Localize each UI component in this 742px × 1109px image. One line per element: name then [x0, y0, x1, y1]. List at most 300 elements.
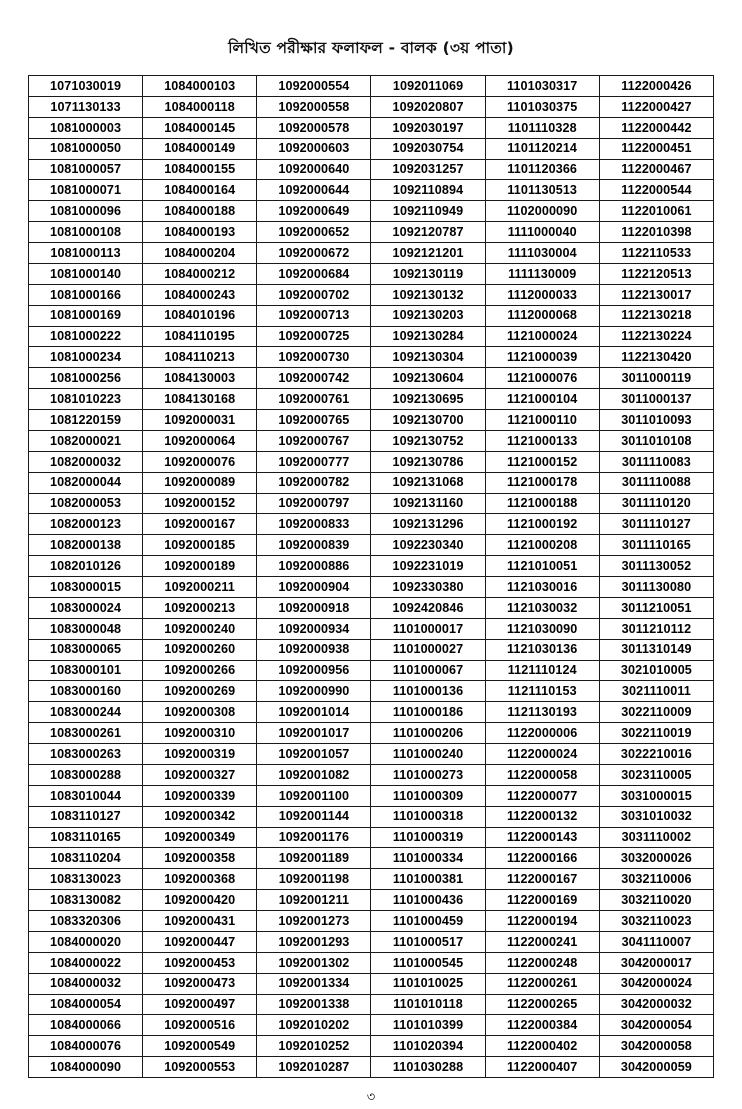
table-row [29, 848, 714, 869]
roll-number-cell: 3042000054 [599, 1015, 713, 1036]
roll-number-cell: 1092000089 [143, 472, 257, 493]
roll-number-cell: 1092000031 [143, 410, 257, 431]
roll-number-cell: 1101000273 [371, 764, 485, 785]
table-row [29, 723, 714, 744]
roll-number-cell: 1092000640 [257, 159, 371, 180]
table-row [29, 347, 714, 368]
roll-number-cell: 1084000076 [29, 1036, 143, 1057]
roll-number-cell: 3011010108 [599, 430, 713, 451]
results-table [28, 75, 714, 1078]
roll-number-cell: 1082000044 [29, 472, 143, 493]
table-row [29, 243, 714, 264]
roll-number-cell: 1122000024 [485, 744, 599, 765]
roll-number-cell: 1092000603 [257, 138, 371, 159]
roll-number-cell: 1084130003 [143, 368, 257, 389]
roll-number-cell: 1122000426 [599, 76, 713, 97]
roll-number-cell: 1122000451 [599, 138, 713, 159]
roll-number-cell: 3032110023 [599, 911, 713, 932]
roll-number-cell: 1084110213 [143, 347, 257, 368]
roll-number-cell: 1071130133 [29, 96, 143, 117]
table-row [29, 764, 714, 785]
roll-number-cell: 1092000672 [257, 243, 371, 264]
roll-number-cell: 1092000956 [257, 660, 371, 681]
table-row [29, 76, 714, 97]
roll-number-cell: 1084000188 [143, 201, 257, 222]
roll-number-cell: 1083000015 [29, 577, 143, 598]
roll-number-cell: 1084000118 [143, 96, 257, 117]
roll-number-cell: 1083130082 [29, 890, 143, 911]
roll-number-cell: 1092231019 [371, 556, 485, 577]
roll-number-cell: 1101120214 [485, 138, 599, 159]
roll-number-cell: 1092130786 [371, 451, 485, 472]
roll-number-cell: 1084000204 [143, 243, 257, 264]
roll-number-cell: 1092000319 [143, 744, 257, 765]
roll-number-cell: 1092000833 [257, 514, 371, 535]
roll-number-cell: 1092000767 [257, 430, 371, 451]
roll-number-cell: 1082000138 [29, 535, 143, 556]
roll-number-cell: 1092131068 [371, 472, 485, 493]
roll-number-cell: 1092000918 [257, 597, 371, 618]
roll-number-cell: 1122000006 [485, 723, 599, 744]
roll-number-cell: 1084000149 [143, 138, 257, 159]
roll-number-cell: 1092011069 [371, 76, 485, 97]
roll-number-cell: 1092000327 [143, 764, 257, 785]
roll-number-cell: 3011210112 [599, 618, 713, 639]
roll-number-cell: 1092130604 [371, 368, 485, 389]
roll-number-cell: 1101000545 [371, 952, 485, 973]
roll-number-cell: 1092000076 [143, 451, 257, 472]
roll-number-cell: 1101110328 [485, 117, 599, 138]
roll-number-cell: 1101120366 [485, 159, 599, 180]
roll-number-cell: 1092000934 [257, 618, 371, 639]
roll-number-cell: 1092000904 [257, 577, 371, 598]
roll-number-cell: 1081000057 [29, 159, 143, 180]
roll-number-cell: 1092001198 [257, 869, 371, 890]
roll-number-cell: 3031110002 [599, 827, 713, 848]
roll-number-cell: 1084000032 [29, 973, 143, 994]
roll-number-cell: 1084000103 [143, 76, 257, 97]
roll-number-cell: 3021110011 [599, 681, 713, 702]
roll-number-cell: 1101000067 [371, 660, 485, 681]
roll-number-cell: 1122000442 [599, 117, 713, 138]
roll-number-cell: 1092001014 [257, 702, 371, 723]
roll-number-cell: 1084000054 [29, 994, 143, 1015]
table-row [29, 201, 714, 222]
roll-number-cell: 1101010118 [371, 994, 485, 1015]
roll-number-cell: 1092000431 [143, 911, 257, 932]
roll-number-cell: 1083000288 [29, 764, 143, 785]
roll-number-cell: 1082000021 [29, 430, 143, 451]
roll-number-cell: 1092000368 [143, 869, 257, 890]
roll-number-cell: 1092001176 [257, 827, 371, 848]
roll-number-cell: 1122000077 [485, 785, 599, 806]
roll-number-cell: 1122000132 [485, 806, 599, 827]
roll-number-cell: 3011310149 [599, 639, 713, 660]
table-row [29, 180, 714, 201]
roll-number-cell: 1092121201 [371, 243, 485, 264]
roll-number-cell: 1084000066 [29, 1015, 143, 1036]
roll-number-cell: 1092000516 [143, 1015, 257, 1036]
roll-number-cell: 1092001100 [257, 785, 371, 806]
roll-number-cell: 1083010044 [29, 785, 143, 806]
roll-number-cell: 1092130132 [371, 284, 485, 305]
roll-number-cell: 3031010032 [599, 806, 713, 827]
roll-number-cell: 1122000467 [599, 159, 713, 180]
table-row [29, 911, 714, 932]
roll-number-cell: 1101000240 [371, 744, 485, 765]
roll-number-cell: 1081000234 [29, 347, 143, 368]
roll-number-cell: 1092130700 [371, 410, 485, 431]
roll-number-cell: 3031000015 [599, 785, 713, 806]
table-row [29, 660, 714, 681]
roll-number-cell: 1121000076 [485, 368, 599, 389]
roll-number-cell: 1101000436 [371, 890, 485, 911]
table-row [29, 326, 714, 347]
roll-number-cell: 1101000459 [371, 911, 485, 932]
roll-number-cell: 1092000310 [143, 723, 257, 744]
table-row [29, 284, 714, 305]
table-row [29, 785, 714, 806]
table-row [29, 639, 714, 660]
roll-number-cell: 1121110153 [485, 681, 599, 702]
roll-number-cell: 1112000033 [485, 284, 599, 305]
roll-number-cell: 3042000024 [599, 973, 713, 994]
roll-number-cell: 1092000777 [257, 451, 371, 472]
roll-number-cell: 1101000309 [371, 785, 485, 806]
roll-number-cell: 1081000166 [29, 284, 143, 305]
table-row [29, 159, 714, 180]
roll-number-cell: 1122000248 [485, 952, 599, 973]
roll-number-cell: 1122000384 [485, 1015, 599, 1036]
roll-number-cell: 1092000339 [143, 785, 257, 806]
roll-number-cell: 1082000032 [29, 451, 143, 472]
roll-number-cell: 1092001211 [257, 890, 371, 911]
roll-number-cell: 1084000020 [29, 931, 143, 952]
table-row [29, 138, 714, 159]
roll-number-cell: 1083000160 [29, 681, 143, 702]
roll-number-cell: 1092001273 [257, 911, 371, 932]
roll-number-cell: 1092420846 [371, 597, 485, 618]
roll-number-cell: 1092000558 [257, 96, 371, 117]
roll-number-cell: 1082000123 [29, 514, 143, 535]
roll-number-cell: 1084110195 [143, 326, 257, 347]
roll-number-cell: 1081000113 [29, 243, 143, 264]
roll-number-cell: 3011110120 [599, 493, 713, 514]
roll-number-cell: 1101000319 [371, 827, 485, 848]
roll-number-cell: 1112000068 [485, 305, 599, 326]
roll-number-cell: 1092330380 [371, 577, 485, 598]
roll-number-cell: 1092000269 [143, 681, 257, 702]
roll-number-cell: 1083000244 [29, 702, 143, 723]
roll-number-cell: 1122000194 [485, 911, 599, 932]
roll-number-cell: 1092000211 [143, 577, 257, 598]
roll-number-cell: 1092010202 [257, 1015, 371, 1036]
roll-number-cell: 1083110165 [29, 827, 143, 848]
roll-number-cell: 1092110894 [371, 180, 485, 201]
roll-number-cell: 1083130023 [29, 869, 143, 890]
roll-number-cell: 3011000119 [599, 368, 713, 389]
table-row [29, 368, 714, 389]
roll-number-cell: 1092000644 [257, 180, 371, 201]
roll-number-cell: 1082010126 [29, 556, 143, 577]
roll-number-cell: 1122000261 [485, 973, 599, 994]
roll-number-cell: 1092000652 [257, 222, 371, 243]
roll-number-cell: 1083000024 [29, 597, 143, 618]
results-table-body [29, 76, 714, 1078]
roll-number-cell: 1081000108 [29, 222, 143, 243]
roll-number-cell: 1111000040 [485, 222, 599, 243]
table-row [29, 597, 714, 618]
table-row [29, 535, 714, 556]
roll-number-cell: 1084000212 [143, 263, 257, 284]
roll-number-cell: 1121000110 [485, 410, 599, 431]
table-row [29, 410, 714, 431]
roll-number-cell: 1092130752 [371, 430, 485, 451]
table-row [29, 681, 714, 702]
roll-number-cell: 1092000213 [143, 597, 257, 618]
roll-number-cell: 1092001334 [257, 973, 371, 994]
table-row [29, 618, 714, 639]
roll-number-cell: 1092000702 [257, 284, 371, 305]
roll-number-cell: 1092000938 [257, 639, 371, 660]
roll-number-cell: 1121030136 [485, 639, 599, 660]
roll-number-cell: 1092000358 [143, 848, 257, 869]
roll-number-cell: 1122130224 [599, 326, 713, 347]
roll-number-cell: 1092000064 [143, 430, 257, 451]
roll-number-cell: 1084000243 [143, 284, 257, 305]
roll-number-cell: 1101000136 [371, 681, 485, 702]
roll-number-cell: 1121030090 [485, 618, 599, 639]
table-row [29, 994, 714, 1015]
table-row [29, 472, 714, 493]
roll-number-cell: 1122000167 [485, 869, 599, 890]
roll-number-cell: 1101010025 [371, 973, 485, 994]
roll-number-cell: 1122000402 [485, 1036, 599, 1057]
roll-number-cell: 1081220159 [29, 410, 143, 431]
roll-number-cell: 1092000185 [143, 535, 257, 556]
roll-number-cell: 1083110127 [29, 806, 143, 827]
table-row [29, 263, 714, 284]
roll-number-cell: 1122130017 [599, 284, 713, 305]
roll-number-cell: 1083000261 [29, 723, 143, 744]
roll-number-cell: 1071030019 [29, 76, 143, 97]
roll-number-cell: 3011110088 [599, 472, 713, 493]
table-row [29, 96, 714, 117]
roll-number-cell: 1122130420 [599, 347, 713, 368]
roll-number-cell: 1092000886 [257, 556, 371, 577]
roll-number-cell: 1083000048 [29, 618, 143, 639]
roll-number-cell: 1101000381 [371, 869, 485, 890]
roll-number-cell: 1122000166 [485, 848, 599, 869]
table-row [29, 451, 714, 472]
roll-number-cell: 1092000797 [257, 493, 371, 514]
roll-number-cell: 3022110019 [599, 723, 713, 744]
table-row [29, 869, 714, 890]
roll-number-cell: 1121110124 [485, 660, 599, 681]
roll-number-cell: 1092000167 [143, 514, 257, 535]
roll-number-cell: 1092110949 [371, 201, 485, 222]
roll-number-cell: 1092000713 [257, 305, 371, 326]
roll-number-cell: 1092001189 [257, 848, 371, 869]
roll-number-cell: 1092000990 [257, 681, 371, 702]
page-title: লিখিত পরীক্ষার ফলাফল - বালক (৩য় পাতা) [228, 39, 514, 57]
roll-number-cell: 1081000003 [29, 117, 143, 138]
roll-number-cell: 1084000155 [143, 159, 257, 180]
roll-number-cell: 1083320306 [29, 911, 143, 932]
roll-number-cell: 3042000017 [599, 952, 713, 973]
roll-number-cell: 1092000549 [143, 1036, 257, 1057]
roll-number-cell: 1092000453 [143, 952, 257, 973]
roll-number-cell: 1101000318 [371, 806, 485, 827]
roll-number-cell: 1121030016 [485, 577, 599, 598]
roll-number-cell: 1092000725 [257, 326, 371, 347]
roll-number-cell: 1084000090 [29, 1057, 143, 1078]
roll-number-cell: 1092000497 [143, 994, 257, 1015]
table-row [29, 702, 714, 723]
roll-number-cell: 1092001293 [257, 931, 371, 952]
table-row [29, 806, 714, 827]
table-row [29, 577, 714, 598]
roll-number-cell: 1092130119 [371, 263, 485, 284]
roll-number-cell: 1084000193 [143, 222, 257, 243]
roll-number-cell: 1092001302 [257, 952, 371, 973]
table-row [29, 430, 714, 451]
roll-number-cell: 3042000058 [599, 1036, 713, 1057]
roll-number-cell: 1081000096 [29, 201, 143, 222]
roll-number-cell: 1092000839 [257, 535, 371, 556]
roll-number-cell: 1101000186 [371, 702, 485, 723]
roll-number-cell: 1092010287 [257, 1057, 371, 1078]
roll-number-cell: 1092130304 [371, 347, 485, 368]
roll-number-cell: 1092030197 [371, 117, 485, 138]
roll-number-cell: 1092001017 [257, 723, 371, 744]
roll-number-cell: 1081000071 [29, 180, 143, 201]
roll-number-cell: 1092000342 [143, 806, 257, 827]
roll-number-cell: 1122010398 [599, 222, 713, 243]
roll-number-cell: 1121000024 [485, 326, 599, 347]
roll-number-cell: 3011210051 [599, 597, 713, 618]
roll-number-cell: 1101020394 [371, 1036, 485, 1057]
roll-number-cell: 1122000169 [485, 890, 599, 911]
roll-number-cell: 3032000026 [599, 848, 713, 869]
roll-number-cell: 1092001082 [257, 764, 371, 785]
roll-number-cell: 1092000684 [257, 263, 371, 284]
table-row [29, 931, 714, 952]
page-number: ৩ [366, 1090, 376, 1105]
roll-number-cell: 1122000544 [599, 180, 713, 201]
roll-number-cell: 1122000143 [485, 827, 599, 848]
roll-number-cell: 1092000761 [257, 389, 371, 410]
roll-number-cell: 1092000189 [143, 556, 257, 577]
roll-number-cell: 3011000137 [599, 389, 713, 410]
roll-number-cell: 1084000145 [143, 117, 257, 138]
table-row [29, 222, 714, 243]
roll-number-cell: 1121000188 [485, 493, 599, 514]
roll-number-cell: 1081010223 [29, 389, 143, 410]
table-row [29, 493, 714, 514]
roll-number-cell: 1121000208 [485, 535, 599, 556]
roll-number-cell: 1084000022 [29, 952, 143, 973]
roll-number-cell: 1092000473 [143, 973, 257, 994]
roll-number-cell: 1101000027 [371, 639, 485, 660]
roll-number-cell: 1092000742 [257, 368, 371, 389]
roll-number-cell: 1111130009 [485, 263, 599, 284]
roll-number-cell: 1121000178 [485, 472, 599, 493]
roll-number-cell: 1092001338 [257, 994, 371, 1015]
table-row [29, 827, 714, 848]
roll-number-cell: 1083110204 [29, 848, 143, 869]
roll-number-cell: 1092020807 [371, 96, 485, 117]
results-table-container [0, 75, 742, 1078]
roll-number-cell: 1092131296 [371, 514, 485, 535]
roll-number-cell: 1092000349 [143, 827, 257, 848]
roll-number-cell: 1122000265 [485, 994, 599, 1015]
roll-number-cell: 1092130695 [371, 389, 485, 410]
roll-number-cell: 1102000090 [485, 201, 599, 222]
roll-number-cell: 3041110007 [599, 931, 713, 952]
table-row [29, 556, 714, 577]
roll-number-cell: 1122130218 [599, 305, 713, 326]
table-row [29, 744, 714, 765]
roll-number-cell: 1081000222 [29, 326, 143, 347]
roll-number-cell: 1101000517 [371, 931, 485, 952]
roll-number-cell: 1082000053 [29, 493, 143, 514]
roll-number-cell: 3032110020 [599, 890, 713, 911]
roll-number-cell: 1081000256 [29, 368, 143, 389]
roll-number-cell: 1121130193 [485, 702, 599, 723]
roll-number-cell: 3022210016 [599, 744, 713, 765]
roll-number-cell: 1084000164 [143, 180, 257, 201]
roll-number-cell: 1092000240 [143, 618, 257, 639]
roll-number-cell: 1092001144 [257, 806, 371, 827]
roll-number-cell: 1092031257 [371, 159, 485, 180]
roll-number-cell: 1122000427 [599, 96, 713, 117]
roll-number-cell: 1092000266 [143, 660, 257, 681]
roll-number-cell: 1122110533 [599, 243, 713, 264]
roll-number-cell: 1101010399 [371, 1015, 485, 1036]
roll-number-cell: 3021010005 [599, 660, 713, 681]
roll-number-cell: 3011010093 [599, 410, 713, 431]
roll-number-cell: 1122120513 [599, 263, 713, 284]
roll-number-cell: 1121000039 [485, 347, 599, 368]
roll-number-cell: 1121030032 [485, 597, 599, 618]
table-row [29, 389, 714, 410]
roll-number-cell: 1081000140 [29, 263, 143, 284]
table-row [29, 117, 714, 138]
roll-number-cell: 1101000017 [371, 618, 485, 639]
table-row [29, 973, 714, 994]
roll-number-cell: 1084010196 [143, 305, 257, 326]
roll-number-cell: 1092001057 [257, 744, 371, 765]
table-row [29, 952, 714, 973]
roll-number-cell: 1092010252 [257, 1036, 371, 1057]
table-row [29, 305, 714, 326]
roll-number-cell: 1083000263 [29, 744, 143, 765]
roll-number-cell: 1092000730 [257, 347, 371, 368]
roll-number-cell: 1092000578 [257, 117, 371, 138]
roll-number-cell: 1121000133 [485, 430, 599, 451]
roll-number-cell: 1081000050 [29, 138, 143, 159]
roll-number-cell: 1092000260 [143, 639, 257, 660]
table-row [29, 1057, 714, 1078]
roll-number-cell: 3042000032 [599, 994, 713, 1015]
roll-number-cell: 1101030288 [371, 1057, 485, 1078]
roll-number-cell: 1092130284 [371, 326, 485, 347]
roll-number-cell: 1122000058 [485, 764, 599, 785]
roll-number-cell: 1092000308 [143, 702, 257, 723]
roll-number-cell: 1092000447 [143, 931, 257, 952]
roll-number-cell: 1092230340 [371, 535, 485, 556]
